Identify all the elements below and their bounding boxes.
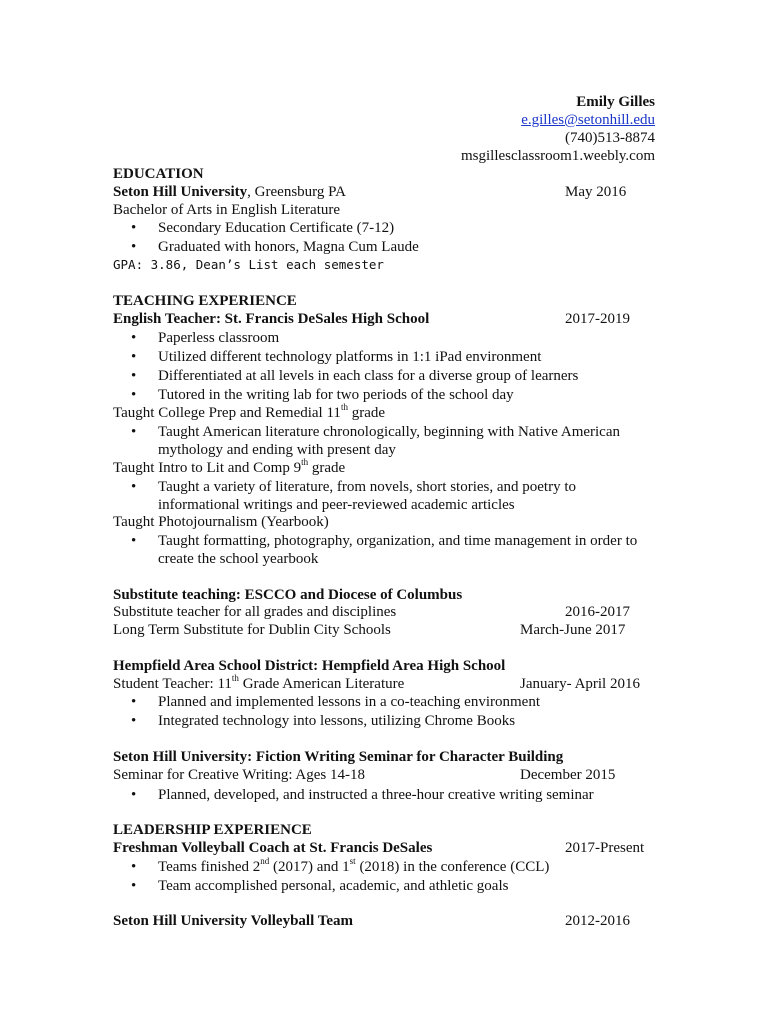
course1-line bbox=[113, 404, 385, 422]
bullet: • bbox=[131, 424, 137, 440]
education-school: Seton Hill University bbox=[113, 184, 248, 200]
email-link[interactable]: e.gilles@setonhill.edu bbox=[521, 112, 655, 128]
b1-sup2: st bbox=[349, 856, 356, 866]
job1-title: English Teacher: St. Francis DeSales High School bbox=[113, 311, 430, 327]
course1-grade: grade bbox=[347, 405, 386, 421]
bullet: • bbox=[131, 330, 137, 346]
course2-line bbox=[113, 459, 345, 477]
b1-text-b: (2017) and 1 bbox=[269, 859, 350, 875]
course1-bullet-line2: mythology and ending with present day bbox=[158, 442, 396, 458]
job4-date: December 2015 bbox=[520, 767, 616, 783]
course3-bullet-line2: create the school yearbook bbox=[158, 551, 319, 567]
bullet: • bbox=[131, 239, 137, 255]
bullet: • bbox=[131, 878, 137, 894]
education-school-line bbox=[113, 183, 346, 201]
job2-date1: 2016-2017 bbox=[565, 604, 630, 620]
job2-title: Substitute teaching: ESCCO and Diocese of Columbus bbox=[113, 587, 463, 603]
b1-text-c: (2018) in the conference (CCL) bbox=[355, 859, 550, 875]
job3-role-sup: th bbox=[231, 673, 239, 683]
job3-role-text: Student Teacher: 11 bbox=[113, 676, 232, 692]
teaching-heading: TEACHING EXPERIENCE bbox=[113, 293, 297, 309]
course3-bullet-line1: Taught formatting, photography, organization, and time management in order to bbox=[158, 533, 638, 549]
leadership-role1-date: 2017-Present bbox=[565, 840, 645, 856]
bullet: • bbox=[131, 859, 137, 875]
course2-bullet-line2: informational writings and peer-reviewed academic articles bbox=[158, 497, 515, 513]
course1-text: Taught College Prep and Remedial 11 bbox=[113, 405, 341, 421]
education-date: May 2016 bbox=[565, 184, 627, 200]
course1-sup: th bbox=[340, 402, 348, 412]
b1-text-a: Teams finished 2 bbox=[158, 859, 261, 875]
bullet: • bbox=[131, 220, 137, 236]
leadership-role1-bullet1 bbox=[158, 858, 549, 876]
course3-line: Taught Photojournalism (Yearbook) bbox=[113, 514, 329, 530]
job1-bullet: Tutored in the writing lab for two periods of the school day bbox=[158, 387, 514, 403]
website: msgillesclassroom1.weebly.com bbox=[461, 148, 655, 164]
job3-date: January- April 2016 bbox=[520, 676, 640, 692]
leadership-heading: LEADERSHIP EXPERIENCE bbox=[113, 822, 312, 838]
education-gpa: GPA: 3.86, Dean’s List each semester bbox=[113, 257, 384, 272]
job4-role: Seminar for Creative Writing: Ages 14-18 bbox=[113, 767, 365, 783]
job1-bullet: Utilized different technology platforms in 1:1 iPad environment bbox=[158, 349, 542, 365]
bullet: • bbox=[131, 694, 137, 710]
email-link-wrap bbox=[521, 111, 655, 129]
bullet: • bbox=[131, 349, 137, 365]
bullet: • bbox=[131, 387, 137, 403]
job1-bullet: Differentiated at all levels in each class for a diverse group of learners bbox=[158, 368, 579, 384]
job4-bullet: Planned, developed, and instructed a three-hour creative writing seminar bbox=[158, 787, 594, 803]
job3-bullet: Planned and implemented lessons in a co-teaching environment bbox=[158, 694, 540, 710]
job1-bullet: Paperless classroom bbox=[158, 330, 280, 346]
job3-bullet: Integrated technology into lessons, utilizing Chrome Books bbox=[158, 713, 516, 729]
bullet: • bbox=[131, 533, 137, 549]
job1-date: 2017-2019 bbox=[565, 311, 630, 327]
job2-line1: Substitute teacher for all grades and disciplines bbox=[113, 604, 397, 620]
education-degree: Bachelor of Arts in English Literature bbox=[113, 202, 341, 218]
b1-sup1: nd bbox=[260, 856, 270, 866]
education-bullet: Graduated with honors, Magna Cum Laude bbox=[158, 239, 419, 255]
bullet: • bbox=[131, 368, 137, 384]
bullet: • bbox=[131, 787, 137, 803]
applicant-name: Emily Gilles bbox=[576, 94, 655, 110]
education-heading: EDUCATION bbox=[113, 166, 204, 182]
job3-title: Hempfield Area School District: Hempfield Area High School bbox=[113, 658, 506, 674]
leadership-role1-bullet2: Team accomplished personal, academic, and athletic goals bbox=[158, 878, 509, 894]
course1-bullet-line1: Taught American literature chronologically, beginning with Native American bbox=[158, 424, 620, 440]
job3-role bbox=[113, 675, 404, 693]
course2-sup: th bbox=[301, 457, 309, 467]
leadership-role2-date: 2012-2016 bbox=[565, 913, 630, 929]
education-bullet: Secondary Education Certificate (7-12) bbox=[158, 220, 395, 236]
leadership-role1-title: Freshman Volleyball Coach at St. Francis DeSales bbox=[113, 840, 433, 856]
bullet: • bbox=[131, 479, 137, 495]
course2-grade: grade bbox=[308, 460, 346, 476]
job4-title: Seton Hill University: Fiction Writing Seminar for Character Building bbox=[113, 749, 564, 765]
course2-text: Taught Intro to Lit and Comp 9 bbox=[113, 460, 302, 476]
bullet: • bbox=[131, 713, 137, 729]
job2-date2: March-June 2017 bbox=[520, 622, 626, 638]
phone-number: (740)513-8874 bbox=[565, 130, 655, 146]
leadership-role2-title: Seton Hill University Volleyball Team bbox=[113, 913, 354, 929]
course2-bullet-line1: Taught a variety of literature, from novels, short stories, and poetry to bbox=[158, 479, 577, 495]
education-location: , Greensburg PA bbox=[247, 184, 346, 200]
job2-line2: Long Term Substitute for Dublin City Schools bbox=[113, 622, 391, 638]
job3-role-subject: Grade American Literature bbox=[238, 676, 405, 692]
